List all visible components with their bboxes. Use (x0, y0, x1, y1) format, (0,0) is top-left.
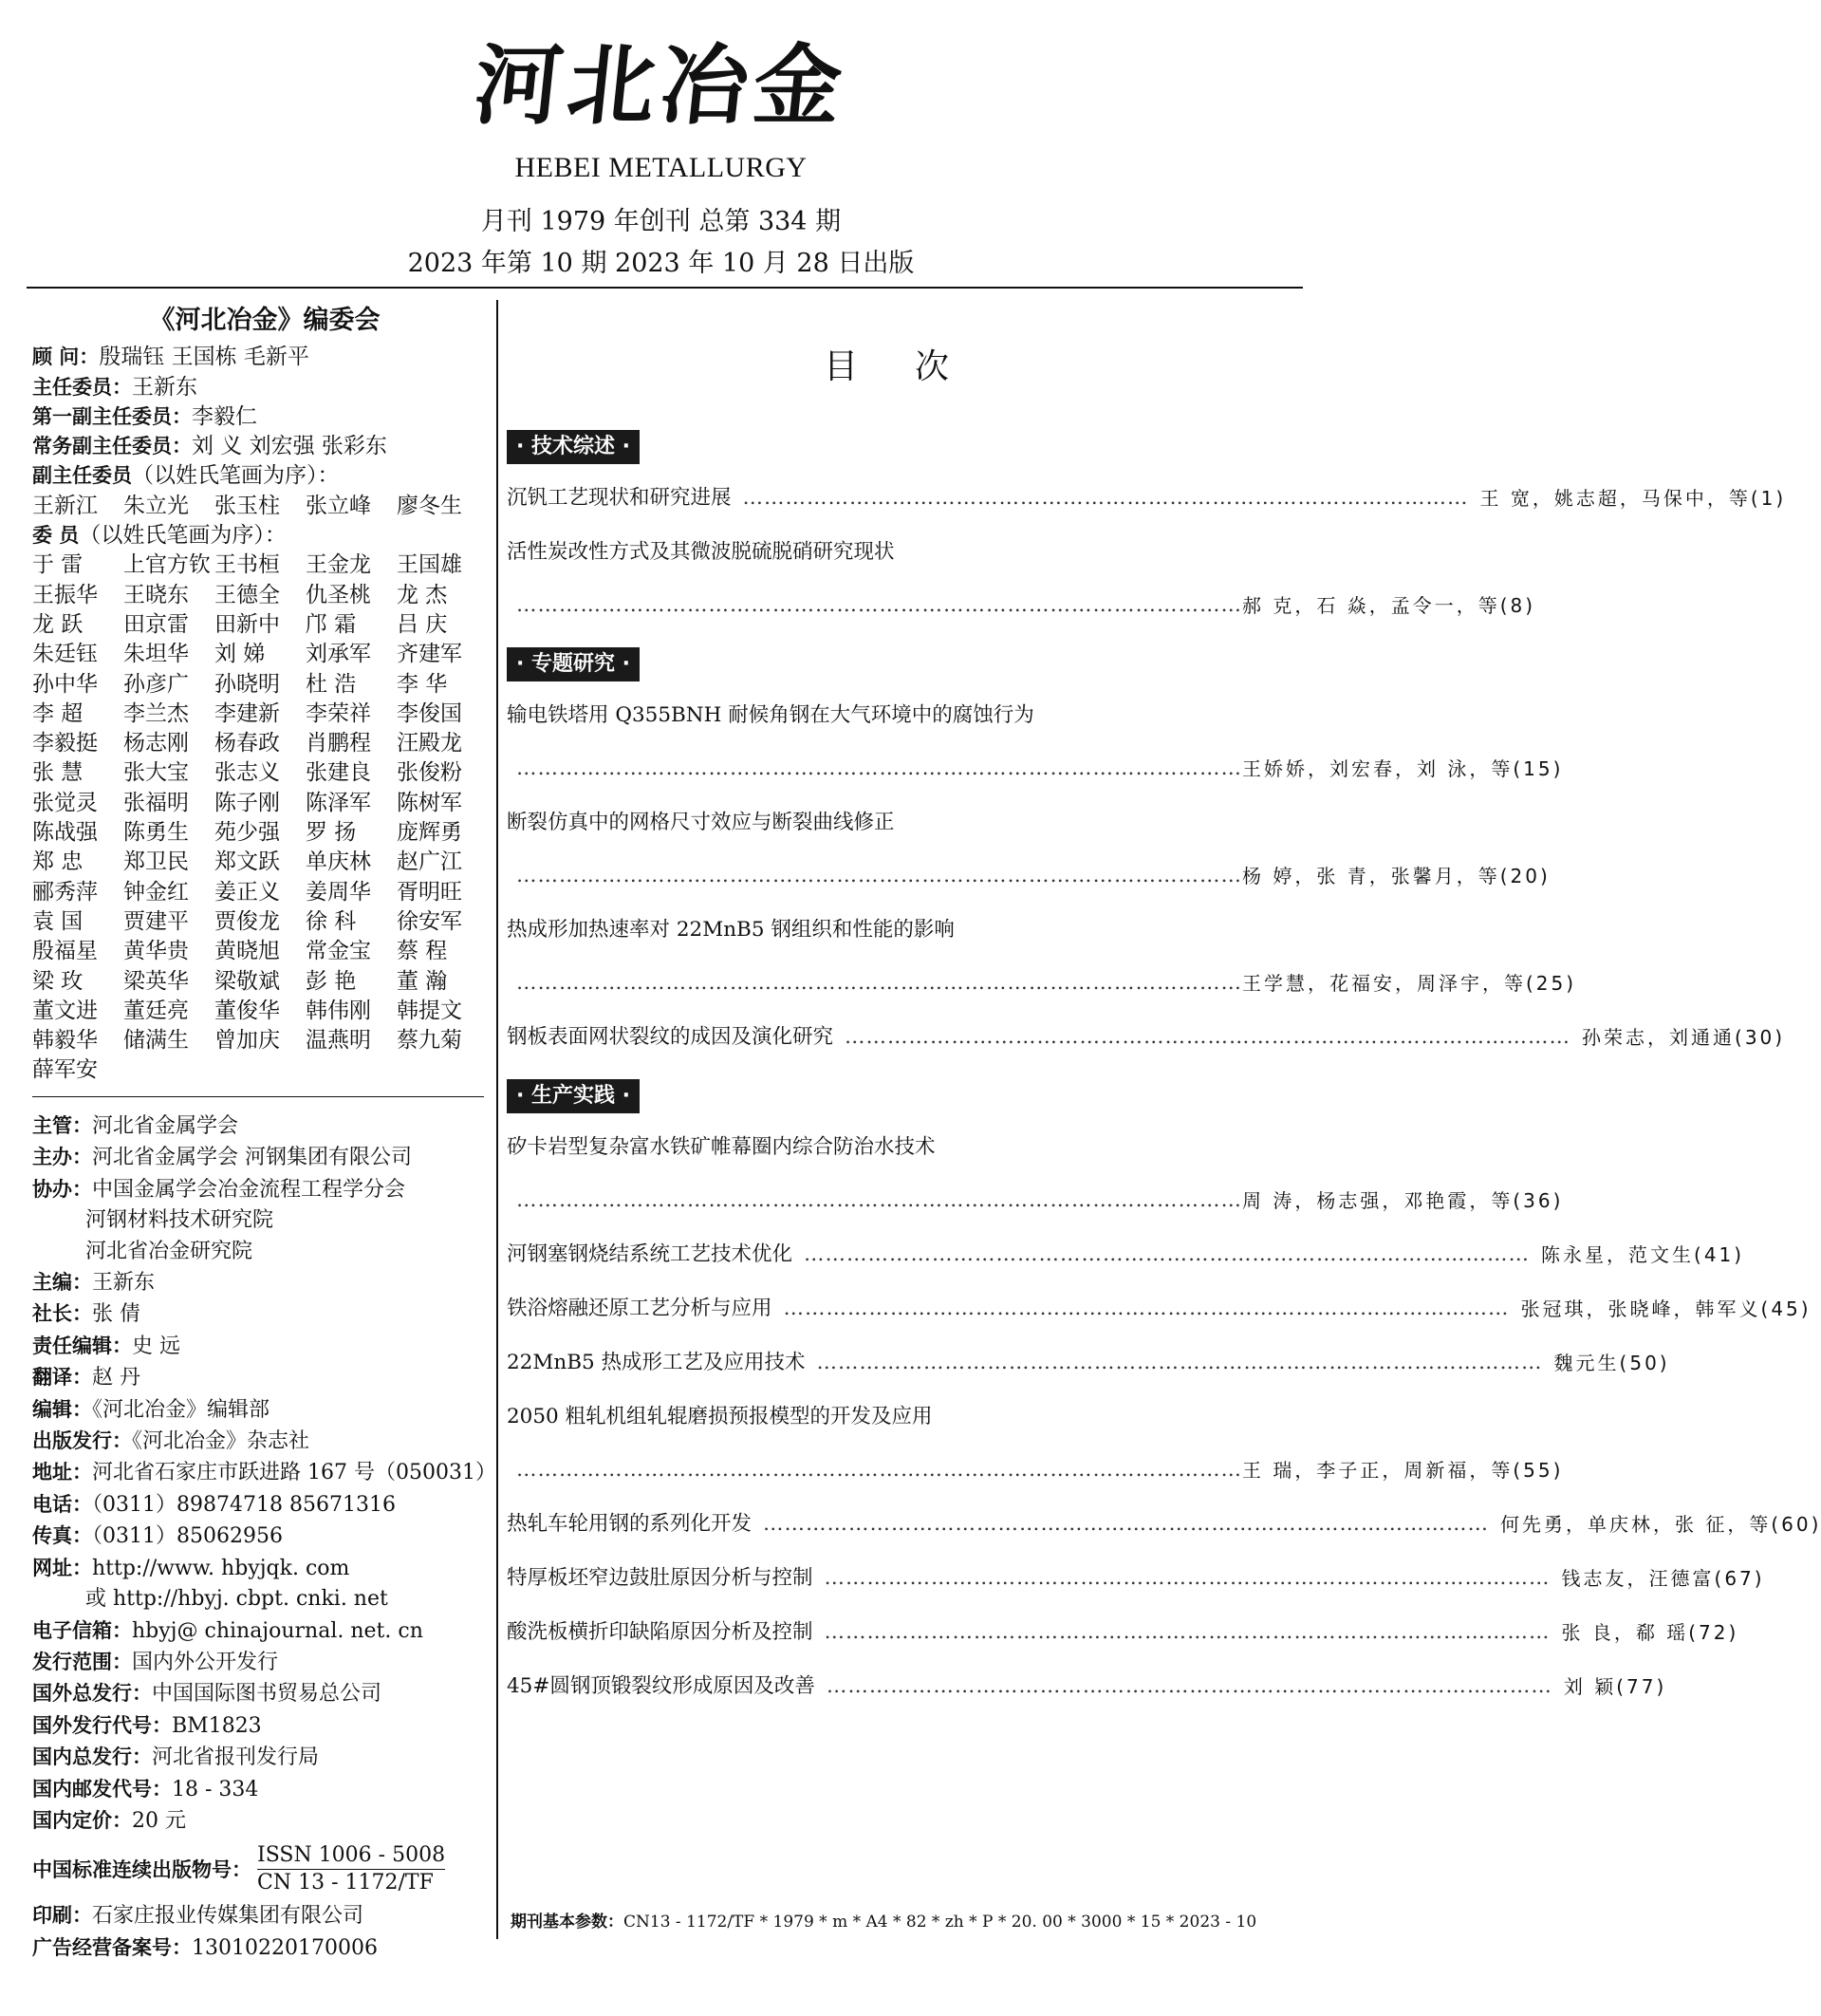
article-title: 22MnB5 热成形工艺及应用技术 (507, 1351, 806, 1374)
member-name: 邝 霜 (306, 611, 357, 637)
member-name: 袁 国 (32, 908, 84, 934)
member-name: 郑文跃 (214, 849, 280, 875)
article-authors: 陈永星，范文生(41) (1541, 1243, 1745, 1266)
publication-value: 赵 丹 (92, 1366, 140, 1391)
dot-leader: ………………………………………………………………………………………… (516, 1458, 1242, 1482)
members-list (32, 551, 488, 1085)
member-name: 杨志刚 (123, 731, 189, 756)
publication-label: 主管： (32, 1114, 92, 1137)
member-name: 陈子刚 (214, 790, 280, 815)
deputy-name: 王新江 (32, 493, 98, 518)
board-title: 《河北冶金》编委会 (149, 306, 381, 335)
member-name: 薛军安 (32, 1057, 98, 1083)
publication-value: 中国金属学会冶金流程工程学分会 (92, 1177, 406, 1202)
article-title: 45#圆钢顶锻裂纹形成原因及改善 (507, 1674, 815, 1698)
article-title: 沉钒工艺现状和研究进展 (507, 486, 732, 510)
article-authors: 王 宽，姚志超，马保中，等(1) (1479, 487, 1787, 510)
consultants-names: 殷瑞钰 王国栋 毛新平 (99, 345, 309, 370)
article-authors: 魏元生(50) (1553, 1352, 1670, 1374)
article-authors: 刘 颖(77) (1563, 1675, 1667, 1698)
article-title: 河钢塞钢烧结系统工艺技术优化 (507, 1242, 793, 1266)
member-name: 杜 浩 (306, 671, 357, 697)
editorial-board (32, 306, 488, 1086)
publication-row (32, 1237, 497, 1267)
publication-label: 国外发行代号： (32, 1713, 172, 1737)
publication-row (32, 1932, 497, 1964)
member-name: 储满生 (123, 1028, 189, 1054)
article-title: 酸洗板横折印缺陷原因分析及控制 (507, 1620, 813, 1644)
publication-value: 或 http://hbyj. cbpt. cnki. net (85, 1587, 388, 1612)
first-deputy-label: 第一副主任委员： (32, 404, 192, 428)
publication-label: 网址： (32, 1556, 92, 1579)
publication-value: 石家庄报业传媒集团有限公司 (92, 1904, 364, 1929)
article-authors: 周 涛，杨志强，邓艳霞，等(36) (1242, 1189, 1564, 1212)
publication-row (32, 1362, 497, 1393)
member-name: 韩伟刚 (306, 998, 371, 1023)
publication-row (32, 1174, 497, 1205)
publication-label: 主编： (32, 1271, 92, 1295)
journal-parameters (511, 1908, 1256, 1932)
publication-value: 《河北冶金》杂志社 (132, 1429, 310, 1454)
consultants-label: 顾 问： (32, 345, 100, 369)
dot-leader: ………………………………………………………………………………………… (763, 1512, 1490, 1536)
issue-date-line: 2023 年第 10 期 2023 年 10 月 28 日出版 (407, 249, 915, 278)
members-heading (32, 521, 488, 551)
dot-leader: ………………………………………………………………………………………… (826, 1674, 1552, 1698)
member-name: 韩毅华 (32, 1028, 98, 1054)
article-authors: 杨 婷，张 青，张馨月，等(20) (1242, 865, 1551, 887)
member-name: 孙彦广 (123, 671, 189, 697)
article-title: 特厚板坯窄边鼓肚原因分析与控制 (507, 1566, 813, 1590)
member-name: 董文进 (32, 998, 98, 1023)
article-authors: 王娇娇，刘宏春，刘 泳，等(15) (1242, 757, 1564, 780)
member-name: 蔡九菊 (397, 1028, 462, 1054)
exec-deputy-label: 常务副主任委员： (32, 435, 192, 458)
member-name: 陈勇生 (123, 820, 189, 846)
publication-row (32, 1111, 497, 1142)
member-name: 常金宝 (306, 939, 371, 964)
article-title: 活性炭改性方式及其微波脱硫脱硝研究现状 (507, 540, 895, 564)
article-authors: 张冠琪，张晓峰，韩军义(45) (1520, 1297, 1812, 1320)
article-authors: 何先勇，单庆林，张 征，等(60) (1500, 1513, 1821, 1536)
publication-label: 协办： (32, 1177, 92, 1201)
serial-fraction (257, 1842, 445, 1896)
member-name: 肖鹏程 (306, 731, 371, 756)
publication-label: 国内邮发代号： (32, 1777, 172, 1801)
member-name: 刘 娣 (214, 642, 266, 667)
member-name: 张志义 (214, 760, 280, 786)
article-title: 热成形加热速率对 22MnB5 钢组织和性能的影响 (507, 918, 955, 942)
member-name: 张福明 (123, 790, 189, 815)
dot-leader: ………………………………………………………………………………………… (516, 1188, 1242, 1212)
member-name: 单庆林 (306, 849, 371, 875)
article-title: 输电铁塔用 Q355BNH 耐候角钢在大气环境中的腐蚀行为 (507, 703, 1034, 727)
publication-label: 国内总发行： (32, 1745, 152, 1769)
article-authors: 张 良，郗 瑶(72) (1561, 1621, 1739, 1644)
member-name: 李兰杰 (123, 700, 189, 726)
member-name: 朱廷钰 (32, 642, 98, 667)
consultants-row (32, 343, 488, 372)
member-name: 姜周华 (306, 879, 371, 905)
publication-label: 地址： (32, 1461, 92, 1484)
journal-parameters-label: 期刊基本参数： (511, 1913, 623, 1932)
toc-entry[interactable] (507, 1565, 1765, 1592)
member-name: 孙晓明 (214, 671, 280, 697)
deputies-label: 副主任委员 (32, 464, 132, 488)
member-name: 钟金红 (123, 879, 189, 905)
toc-section-header (507, 1079, 1294, 1113)
publication-row (32, 1205, 497, 1236)
first-deputy-row (32, 402, 488, 432)
toc-entry[interactable] (507, 1673, 1667, 1700)
member-name: 王金龙 (306, 552, 371, 578)
publication-label: 电话： (32, 1492, 92, 1516)
member-name: 王振华 (32, 582, 98, 607)
member-name: 上官方钦 (123, 552, 211, 578)
publication-value: 《河北冶金》编辑部 (92, 1397, 270, 1422)
journal-title-english: HEBEI METALLURGY (514, 152, 808, 183)
member-name: 李荣祥 (306, 700, 371, 726)
toc-entry[interactable] (507, 1619, 1739, 1646)
publication-value: 河钢材料技术研究院 (85, 1208, 274, 1233)
publication-row (32, 1742, 497, 1773)
dot-leader: ………………………………………………………………………………………… (516, 756, 1242, 780)
publication-label: 责任编辑： (32, 1334, 132, 1357)
members-note: （以姓氏笔画为序）： (79, 523, 287, 549)
member-name: 李俊国 (397, 700, 462, 726)
publication-row (32, 1615, 497, 1647)
member-name: 张 慧 (32, 760, 84, 786)
member-name: 苑少强 (214, 820, 280, 846)
member-name: 陈战强 (32, 820, 98, 846)
director-row (32, 373, 488, 402)
serial-number (32, 1842, 497, 1896)
toc-entry[interactable] (507, 1024, 1786, 1051)
publication-frequency-line: 月刊 1979 年创刊 总第 334 期 (480, 207, 842, 236)
member-name: 李建新 (214, 700, 280, 726)
article-authors: 孙荣志，刘通通(30) (1582, 1026, 1786, 1049)
publication-value: 河北省报刊发行局 (152, 1745, 320, 1770)
member-name: 温燕明 (306, 1028, 371, 1054)
member-name: 张俊粉 (397, 760, 462, 786)
dot-leader: ………………………………………………………………………………………… (516, 971, 1242, 995)
member-name: 张觉灵 (32, 790, 98, 815)
publication-value: 中国国际图书贸易总公司 (152, 1682, 382, 1707)
member-name: 梁 玫 (32, 968, 84, 994)
publication-row (32, 1142, 497, 1173)
left-column-divider (32, 1096, 484, 1097)
toc-entry[interactable] (507, 1296, 1812, 1322)
publication-value: 18 - 334 (172, 1777, 259, 1801)
publication-value: 张 倩 (92, 1302, 140, 1327)
article-title: 热轧车轮用钢的系列化开发 (507, 1512, 753, 1536)
section-badge: · 技术综述 · (507, 430, 640, 464)
publication-row (32, 1426, 497, 1457)
article-title: 钢板表面网状裂纹的成因及演化研究 (507, 1025, 834, 1049)
deputy-name: 廖冬生 (397, 493, 462, 518)
dot-leader: ………………………………………………………………………………………… (824, 1620, 1551, 1644)
member-name: 黄晓旭 (214, 939, 280, 964)
member-name: 徐 科 (306, 908, 357, 934)
member-name: 黄华贵 (123, 939, 189, 964)
member-name: 李 超 (32, 700, 84, 726)
dot-leader: ………………………………………………………………………………………… (516, 864, 1242, 887)
member-name: 蔡 程 (397, 939, 448, 964)
publication-label: 广告经营备案号： (32, 1935, 192, 1959)
member-name: 庞辉勇 (397, 820, 462, 846)
member-name: 徐安军 (397, 908, 462, 934)
publication-rows (32, 1111, 497, 1837)
member-name: 汪殿龙 (397, 731, 462, 756)
publication-info (32, 1111, 497, 1964)
publication-row (32, 1710, 497, 1742)
member-name: 田新中 (214, 611, 280, 637)
publication-value: BM1823 (172, 1713, 262, 1738)
dot-leader: ………………………………………………………………………………………… (824, 1566, 1551, 1590)
section-badge: · 生产实践 · (507, 1079, 640, 1113)
toc-entry[interactable] (507, 810, 1551, 889)
publication-row (32, 1267, 497, 1298)
member-name: 郑卫民 (123, 849, 189, 875)
deputies-note: （以姓氏笔画为序）： (132, 463, 340, 489)
publication-tail-rows (32, 1900, 497, 1964)
publication-value: （0311）89874718 85671316 (92, 1492, 396, 1517)
publication-value: 河北省金属学会 河钢集团有限公司 (92, 1146, 412, 1170)
toc-entry[interactable] (507, 539, 1536, 619)
publication-value: 20 元 (132, 1808, 186, 1833)
toc-body (507, 430, 1821, 1700)
toc-entry[interactable] (507, 702, 1564, 782)
toc-heading: 目次 (823, 347, 1006, 386)
member-name: 王书桓 (214, 552, 280, 578)
publication-row (32, 1457, 497, 1488)
member-name: 殷福星 (32, 939, 98, 964)
member-name: 杨春政 (214, 731, 280, 756)
article-title: 断裂仿真中的网格尺寸效应与断裂曲线修正 (507, 811, 895, 834)
member-name: 姜正义 (214, 879, 280, 905)
toc-section-header (507, 647, 1294, 681)
toc-section-header (507, 430, 1294, 464)
publication-label: 编辑： (32, 1397, 92, 1421)
publication-row (32, 1394, 497, 1426)
journal-title-calligraphy: 河北冶金 (469, 34, 853, 137)
publication-row (32, 1805, 497, 1837)
article-title: 铁浴熔融还原工艺分析与应用 (507, 1297, 772, 1320)
exec-deputy-row (32, 432, 488, 461)
deputy-name: 张玉柱 (214, 493, 280, 518)
member-name: 韩提文 (397, 998, 462, 1023)
toc-entry[interactable] (507, 485, 1787, 512)
article-title: 2050 粗轧机组轧辊磨损预报模型的开发及应用 (507, 1405, 933, 1428)
director-name: 王新东 (132, 374, 197, 400)
article-authors: 钱志友，汪德富(67) (1561, 1567, 1765, 1590)
member-name: 张大宝 (123, 760, 189, 786)
director-label: 主任委员： (32, 375, 132, 399)
publication-row (32, 1489, 497, 1521)
member-name: 郦秀萍 (32, 879, 98, 905)
member-name: 仇圣桃 (306, 582, 371, 607)
publication-label: 翻译： (32, 1366, 92, 1390)
table-of-contents (507, 306, 1821, 1727)
dot-leader: ………………………………………………………………………………………… (804, 1242, 1531, 1266)
member-name: 吕 庆 (397, 611, 448, 637)
publication-value: 王新东 (92, 1271, 156, 1296)
toc-entry[interactable] (507, 1511, 1821, 1538)
publication-label: 电子信箱： (32, 1618, 132, 1642)
member-name: 孙中华 (32, 671, 98, 697)
publication-value: 河北省金属学会 (92, 1114, 239, 1138)
publication-row (32, 1774, 497, 1805)
member-name: 胥明旺 (397, 879, 462, 905)
masthead-divider (27, 287, 1303, 289)
article-authors: 王学慧，花福安，周泽宇，等(25) (1242, 972, 1577, 995)
member-name: 贾建平 (123, 908, 189, 934)
article-authors: 王 瑞，李子正，周新福，等(55) (1242, 1459, 1564, 1482)
publication-row (32, 1900, 497, 1932)
member-name: 于 雷 (32, 552, 84, 578)
dot-leader: ………………………………………………………………………………………… (783, 1297, 1510, 1320)
publication-value: 13010220170006 (192, 1935, 378, 1960)
member-name: 陈树军 (397, 790, 462, 815)
publication-label: 国内定价： (32, 1808, 132, 1832)
serial-label: 中国标准连续出版物号： (32, 1857, 251, 1881)
publication-row (32, 1298, 497, 1330)
publication-row (32, 1678, 497, 1709)
deputies-heading (32, 461, 488, 491)
member-name: 郑 忠 (32, 849, 84, 875)
member-name: 王德全 (214, 582, 280, 607)
member-name: 朱坦华 (123, 642, 189, 667)
member-name: 梁敬斌 (214, 968, 280, 994)
member-name: 龙 杰 (397, 582, 448, 607)
toc-entry[interactable] (507, 1350, 1670, 1376)
deputies-list (32, 492, 488, 521)
publication-label: 传真： (32, 1524, 92, 1548)
cn-number: CN 13 - 1172/TF (257, 1871, 434, 1895)
member-name: 刘承军 (306, 642, 371, 667)
publication-label: 出版发行： (32, 1429, 132, 1453)
publication-label: 印刷： (32, 1904, 92, 1928)
member-name: 赵广江 (397, 849, 462, 875)
member-name: 王晓东 (123, 582, 189, 607)
member-name: 李 华 (397, 671, 448, 697)
publication-row (32, 1647, 497, 1678)
publication-label: 社长： (32, 1302, 92, 1326)
publication-label: 主办： (32, 1146, 92, 1169)
issn-number: ISSN 1006 - 5008 (257, 1842, 445, 1870)
member-name: 董俊华 (214, 998, 280, 1023)
member-name: 齐建军 (397, 642, 462, 667)
publication-value: 河北省石家庄市跃进路 167 号（050031） (92, 1461, 496, 1485)
publication-value: 河北省冶金研究院 (85, 1239, 253, 1263)
publication-row (32, 1553, 497, 1584)
deputy-name: 朱立光 (123, 493, 189, 518)
member-name: 董廷亮 (123, 998, 189, 1023)
dot-leader: ………………………………………………………………………………………… (816, 1351, 1543, 1374)
member-name: 张建良 (306, 760, 371, 786)
dot-leader: ………………………………………………………………………………………… (742, 486, 1469, 510)
first-deputy-name: 李毅仁 (192, 403, 257, 429)
member-name: 李毅挺 (32, 731, 98, 756)
dot-leader: ………………………………………………………………………………………… (516, 593, 1242, 617)
dot-leader: ………………………………………………………………………………………… (845, 1025, 1571, 1049)
member-name: 曾加庆 (214, 1028, 280, 1054)
exec-deputy-names: 刘 义 刘宏强 张彩东 (192, 434, 387, 459)
member-name: 田京雷 (123, 611, 189, 637)
toc-entry[interactable] (507, 1134, 1564, 1214)
publication-value: 史 远 (132, 1334, 180, 1358)
toc-entry[interactable] (507, 1241, 1745, 1268)
member-name: 罗 扬 (306, 820, 357, 846)
members-label: 委 员 (32, 524, 80, 548)
journal-parameters-value: CN13 - 1172/TF * 1979 * m * A4 * 82 * zh * P * 20. 00 * 3000 * 15 * 2023 - 10 (623, 1913, 1257, 1932)
publication-row (32, 1521, 497, 1552)
publication-value: hbyj@ chinajournal. net. cn (132, 1618, 423, 1643)
toc-entry[interactable] (507, 1404, 1564, 1484)
member-name: 陈泽军 (306, 790, 371, 815)
publication-value: （0311）85062956 (92, 1524, 283, 1549)
publication-label: 发行范围： (32, 1650, 132, 1673)
member-name: 梁英华 (123, 968, 189, 994)
publication-value: 国内外公开发行 (132, 1650, 279, 1674)
article-authors: 郝 克，石 焱，孟令一，等(8) (1242, 594, 1536, 617)
article-title: 矽卡岩型复杂富水铁矿帷幕圈内综合防治水技术 (507, 1135, 936, 1159)
member-name: 董 瀚 (397, 968, 448, 994)
toc-entry[interactable] (507, 917, 1577, 997)
publication-row (32, 1584, 497, 1615)
section-badge: · 专题研究 · (507, 647, 640, 681)
member-name: 贾俊龙 (214, 908, 280, 934)
publication-row (32, 1331, 497, 1362)
member-name: 彭 艳 (306, 968, 357, 994)
member-name: 龙 跃 (32, 611, 84, 637)
member-name: 王国雄 (397, 552, 462, 578)
publication-label: 国外总发行： (32, 1682, 152, 1706)
publication-value: http://www. hbyjqk. com (92, 1556, 350, 1580)
deputy-name: 张立峰 (306, 493, 371, 518)
